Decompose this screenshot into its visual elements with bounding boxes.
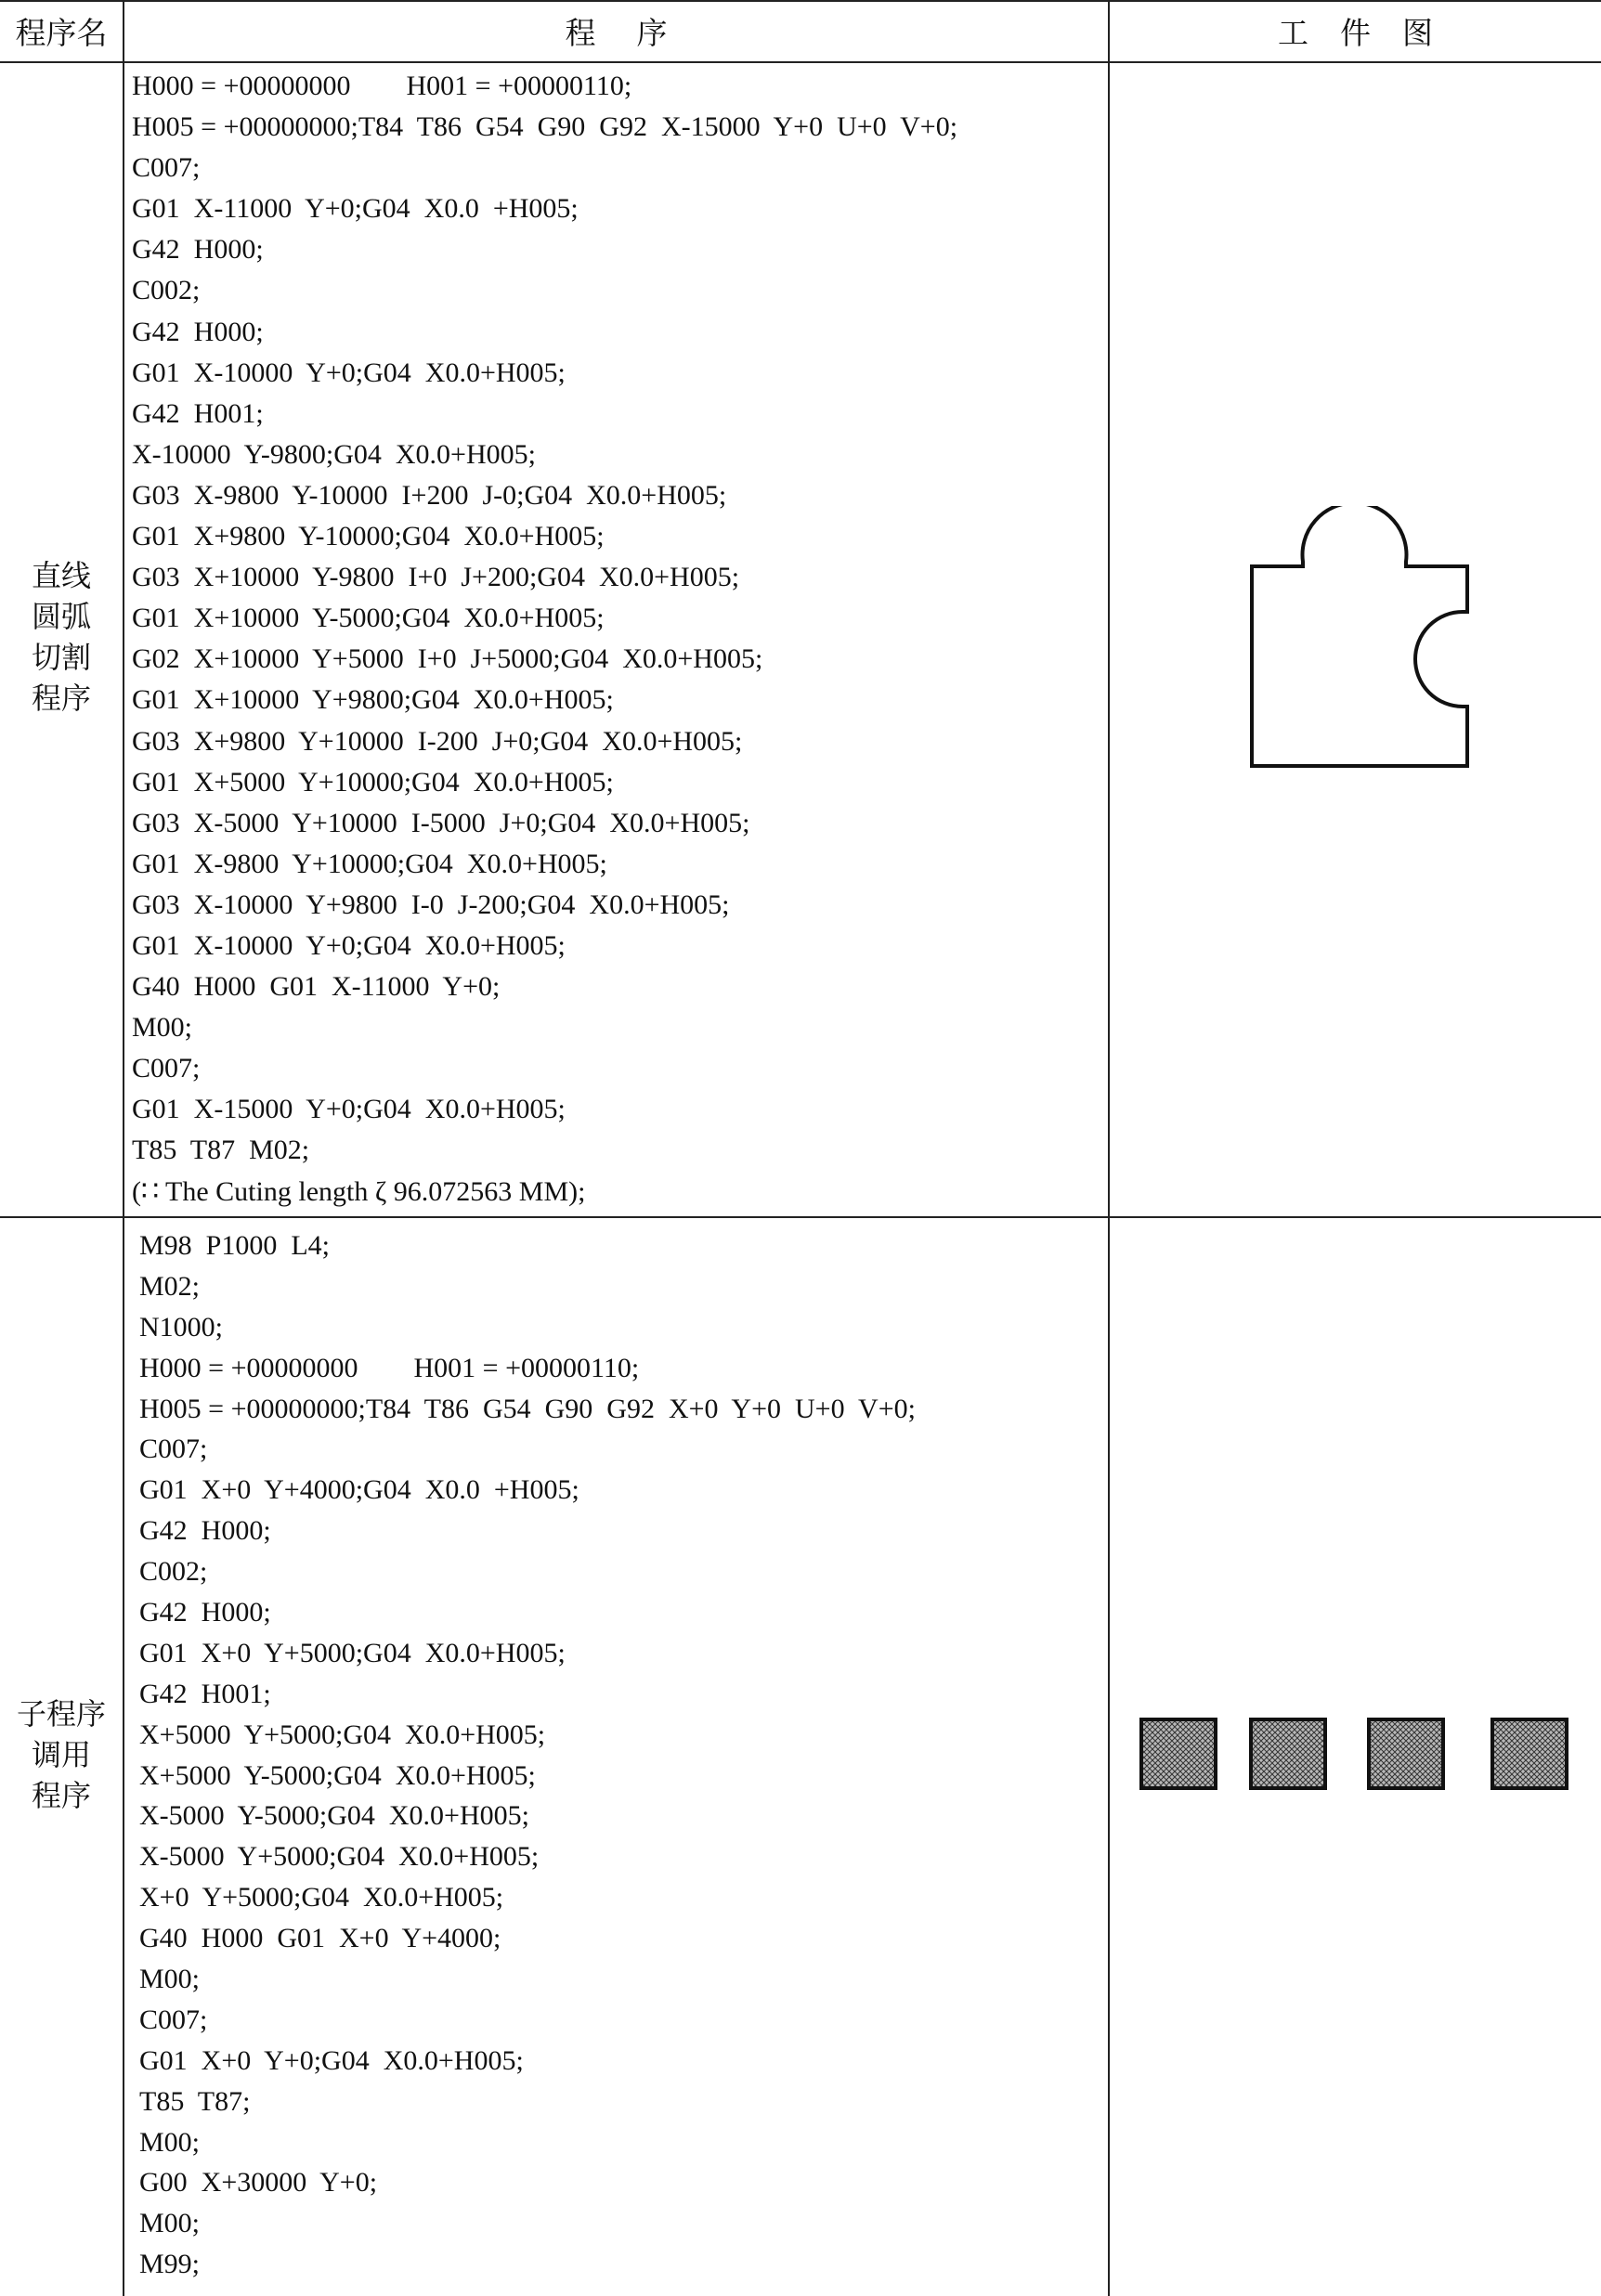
column-divider-figure bbox=[1108, 0, 1110, 2296]
code-line: G01 X+0 Y+0;G04 X0.0+H005; bbox=[139, 2044, 524, 2076]
code-line: G03 X-5000 Y+10000 I-5000 J+0;G04 X0.0+H005; bbox=[132, 807, 750, 838]
code-line: X-10000 Y-9800;G04 X0.0+H005; bbox=[132, 438, 536, 470]
code-line: X-5000 Y-5000;G04 X0.0+H005; bbox=[139, 1800, 529, 1832]
code-line: G01 X-15000 Y+0;G04 X0.0+H005; bbox=[132, 1094, 566, 1125]
code-line: G03 X-10000 Y+9800 I-0 J-200;G04 X0.0+H005; bbox=[132, 889, 730, 920]
code-line: X+0 Y+5000;G04 X0.0+H005; bbox=[139, 1882, 504, 1913]
header-figure: 工件图 bbox=[1278, 17, 1464, 51]
header-bottom-border bbox=[0, 61, 1601, 63]
code-line: G01 X+9800 Y-10000;G04 X0.0+H005; bbox=[132, 521, 605, 552]
code-line: G01 X+0 Y+5000;G04 X0.0+H005; bbox=[139, 1637, 566, 1668]
code-line: C007; bbox=[139, 2004, 208, 2035]
code-line: M00; bbox=[132, 1012, 193, 1044]
code-line: M00; bbox=[139, 2208, 201, 2239]
code-line: C002; bbox=[132, 275, 201, 306]
hatched-square-3 bbox=[1369, 1719, 1443, 1788]
code-line: G42 H001; bbox=[132, 397, 264, 429]
code-line: G01 X+0 Y+4000;G04 X0.0 +H005; bbox=[139, 1474, 579, 1506]
code-line: H000 = +00000000 H001 = +00000110; bbox=[139, 1352, 640, 1383]
code-line: M02; bbox=[139, 1270, 201, 1302]
code-line: G42 H000; bbox=[132, 316, 264, 347]
row1-code-listing bbox=[132, 66, 957, 1213]
code-line: H005 = +00000000;T84 T86 G54 G90 G92 X-15000 Y+0 U+0 V+0; bbox=[132, 111, 958, 143]
column-divider-name bbox=[123, 0, 124, 2296]
row1-name-line: 直线 bbox=[31, 559, 91, 592]
code-line: G40 H000 G01 X-11000 Y+0; bbox=[132, 971, 501, 1003]
puzzle-workpiece-outline-icon bbox=[1244, 506, 1486, 775]
row2-program-name bbox=[0, 1693, 123, 1816]
code-line: T85 T87; bbox=[139, 2085, 251, 2117]
code-line: G42 H000; bbox=[132, 234, 264, 266]
code-line: G01 X-11000 Y+0;G04 X0.0 +H005; bbox=[132, 193, 579, 225]
code-line: C007; bbox=[139, 1433, 208, 1465]
four-hatched-squares-icon bbox=[1133, 1713, 1579, 1797]
row2-code-listing bbox=[139, 1226, 916, 2285]
code-line: M98 P1000 L4; bbox=[139, 1230, 331, 1261]
code-line: H000 = +00000000 H001 = +00000110; bbox=[132, 71, 632, 101]
hatched-square-4 bbox=[1492, 1719, 1567, 1788]
code-line: M00; bbox=[139, 2126, 201, 2158]
code-line: C007; bbox=[132, 152, 201, 184]
row2-name-line: 子程序 bbox=[16, 1697, 106, 1731]
code-line: X+5000 Y-5000;G04 X0.0+H005; bbox=[139, 1759, 536, 1791]
code-line: C002; bbox=[139, 1556, 208, 1588]
code-line: M00; bbox=[139, 1964, 201, 1995]
code-line: G03 X+10000 Y-9800 I+0 J+200;G04 X0.0+H005; bbox=[132, 562, 740, 593]
code-line: G01 X+5000 Y+10000;G04 X0.0+H005; bbox=[132, 766, 614, 798]
hatched-square-2 bbox=[1251, 1719, 1325, 1788]
row1-program-name bbox=[0, 555, 123, 719]
code-line: G42 H000; bbox=[139, 1515, 271, 1547]
row1-name-line: 圆弧 bbox=[31, 600, 91, 633]
header-program-name: 程序名 bbox=[15, 17, 108, 51]
row2-name-line: 程序 bbox=[31, 1779, 91, 1812]
code-line: G42 H000; bbox=[139, 1597, 271, 1628]
row2-name-line: 调用 bbox=[31, 1738, 91, 1771]
row1-name-line: 程序 bbox=[31, 681, 91, 715]
code-line: G01 X-9800 Y+10000;G04 X0.0+H005; bbox=[132, 848, 607, 879]
code-line: (∷ The Cuting length ζ 96.072563 MM); bbox=[132, 1175, 586, 1207]
code-line: G40 H000 G01 X+0 Y+4000; bbox=[139, 1923, 501, 1954]
code-line: H005 = +00000000;T84 T86 G54 G90 G92 X+0 Y+0 U+0 V+0; bbox=[139, 1393, 916, 1424]
code-line: C007; bbox=[132, 1053, 201, 1084]
code-line: X-5000 Y+5000;G04 X0.0+H005; bbox=[139, 1841, 540, 1873]
code-line: T85 T87 M02; bbox=[132, 1135, 310, 1166]
code-line: G42 H001; bbox=[139, 1678, 271, 1709]
code-line: X+5000 Y+5000;G04 X0.0+H005; bbox=[139, 1719, 546, 1750]
code-line: G03 X-9800 Y-10000 I+200 J-0;G04 X0.0+H005; bbox=[132, 479, 727, 511]
header-program: 程序 bbox=[565, 17, 709, 51]
code-line: G01 X+10000 Y-5000;G04 X0.0+H005; bbox=[132, 603, 605, 634]
code-line: G03 X+9800 Y+10000 I-200 J+0;G04 X0.0+H005; bbox=[132, 725, 743, 757]
code-line: G00 X+30000 Y+0; bbox=[139, 2167, 378, 2199]
hatched-square-1 bbox=[1141, 1719, 1216, 1788]
row-divider bbox=[0, 1216, 1601, 1218]
code-line: G01 X-10000 Y+0;G04 X0.0+H005; bbox=[132, 357, 566, 388]
code-line: M99; bbox=[139, 2249, 201, 2280]
code-line: G01 X+10000 Y+9800;G04 X0.0+H005; bbox=[132, 684, 614, 716]
row1-name-line: 切割 bbox=[31, 641, 91, 674]
code-line: G02 X+10000 Y+5000 I+0 J+5000;G04 X0.0+H005; bbox=[132, 643, 763, 675]
code-line: G01 X-10000 Y+0;G04 X0.0+H005; bbox=[132, 929, 566, 961]
code-line: N1000; bbox=[139, 1311, 223, 1343]
